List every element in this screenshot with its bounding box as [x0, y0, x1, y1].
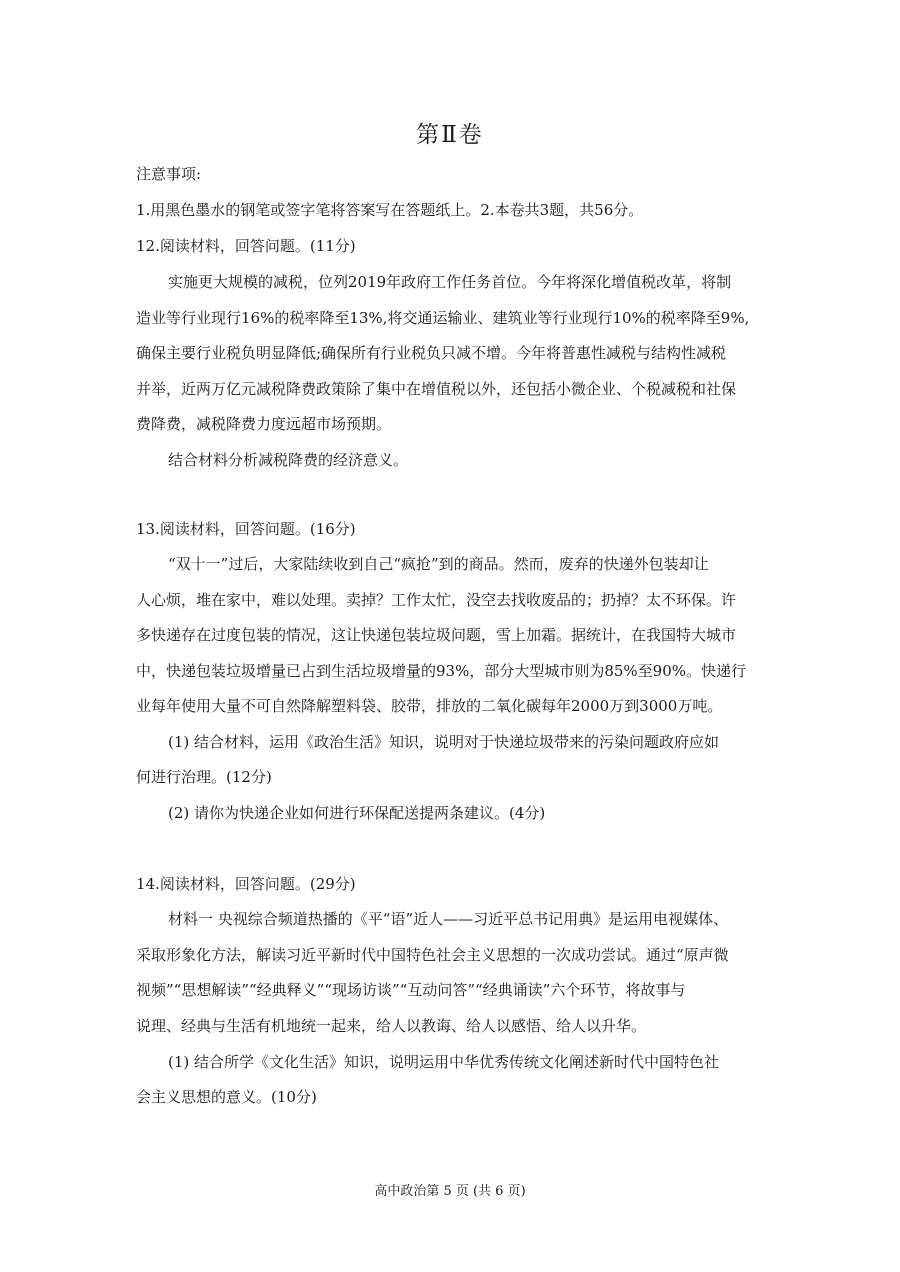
q12-line: 并举，近两万亿元减税降费政策除了集中在增值税以外，还包括小微企业、个税减税和社保	[136, 380, 737, 398]
q12-task: 结合材料分析减税降费的经济意义。	[168, 451, 409, 469]
q13-line: 人心烦，堆在家中，难以处理。卖掉？工作太忙，没空去找收废品的；扔掉？太不环保。许	[136, 591, 737, 609]
q13-subquestion-1: (1) 结合材料，运用《政治生活》知识，说明对于快递垃圾带来的污染问题政府应如	[168, 733, 720, 751]
q14-subquestion-1-cont: 会主义思想的意义。(10分)	[136, 1088, 317, 1106]
q14-line: 材料一 央视综合频道热播的《平“语”近人——习近平总书记用典》是运用电视媒体、	[168, 910, 729, 928]
page-footer: 高中政治第 5 页 (共 6 页)	[374, 1184, 526, 1199]
q13-subquestion-1-cont: 何进行治理。(12分)	[136, 768, 272, 786]
q13-line: 中，快递包装垃圾增量已占到生活垃圾增量的93%，部分大型城市则为85%至90%。快递行	[136, 662, 747, 680]
q12-line: 费降费，减税降费力度远超市场预期。	[136, 415, 392, 433]
q12-line: 实施更大规模的减税，位列2019年政府工作任务首位。今年将深化增值税改革，将制	[168, 273, 732, 291]
notes-instruction: 1.用黑色墨水的钢笔或签字笔将答案写在答题纸上。2.本卷共3题，共56分。	[136, 201, 644, 219]
q13-subquestion-2: (2) 请你为快递企业如何进行环保配送提两条建议。(4分)	[168, 804, 546, 822]
q14-line: 说理、经典与生活有机地统一起来，给人以教诲、给人以感悟、给人以升华。	[136, 1017, 647, 1035]
section-title: 第Ⅱ卷	[416, 122, 484, 148]
notes-label: 注意事项:	[136, 165, 202, 183]
q13-line: “双十一”过后，大家陆续收到自己“疯抢”到的商品。然而，废弃的快递外包装却让	[168, 555, 709, 573]
q13-line: 多快递存在过度包装的情况，这让快递包装垃圾问题，雪上加霜。据统计，在我国特大城市	[136, 626, 737, 644]
q14-line: 视频”“思想解读”“经典释义”“现场访谈”“互动问答”“经典诵读”六个环节，将故事与	[136, 981, 686, 999]
q12-heading: 12.阅读材料，回答问题。(11分)	[136, 237, 356, 255]
q14-heading: 14.阅读材料，回答问题。(29分)	[136, 875, 356, 893]
q13-heading: 13.阅读材料，回答问题。(16分)	[136, 520, 356, 538]
q14-line: 采取形象化方法，解读习近平新时代中国特色社会主义思想的一次成功尝试。通过“原声微	[136, 946, 729, 964]
q12-line: 造业等行业现行16%的税率降至13%,将交通运输业、建筑业等行业现行10%的税率降至9%,	[136, 309, 750, 327]
q12-line: 确保主要行业税负明显降低;确保所有行业税负只减不增。今年将普惠性减税与结构性减税	[136, 344, 727, 362]
q13-line: 业每年使用大量不可自然降解塑料袋、胶带，排放的二氧化碳每年2000万到3000万吨。	[136, 697, 723, 715]
q14-subquestion-1: (1) 结合所学《文化生活》知识，说明运用中华优秀传统文化阐述新时代中国特色社	[168, 1053, 720, 1071]
